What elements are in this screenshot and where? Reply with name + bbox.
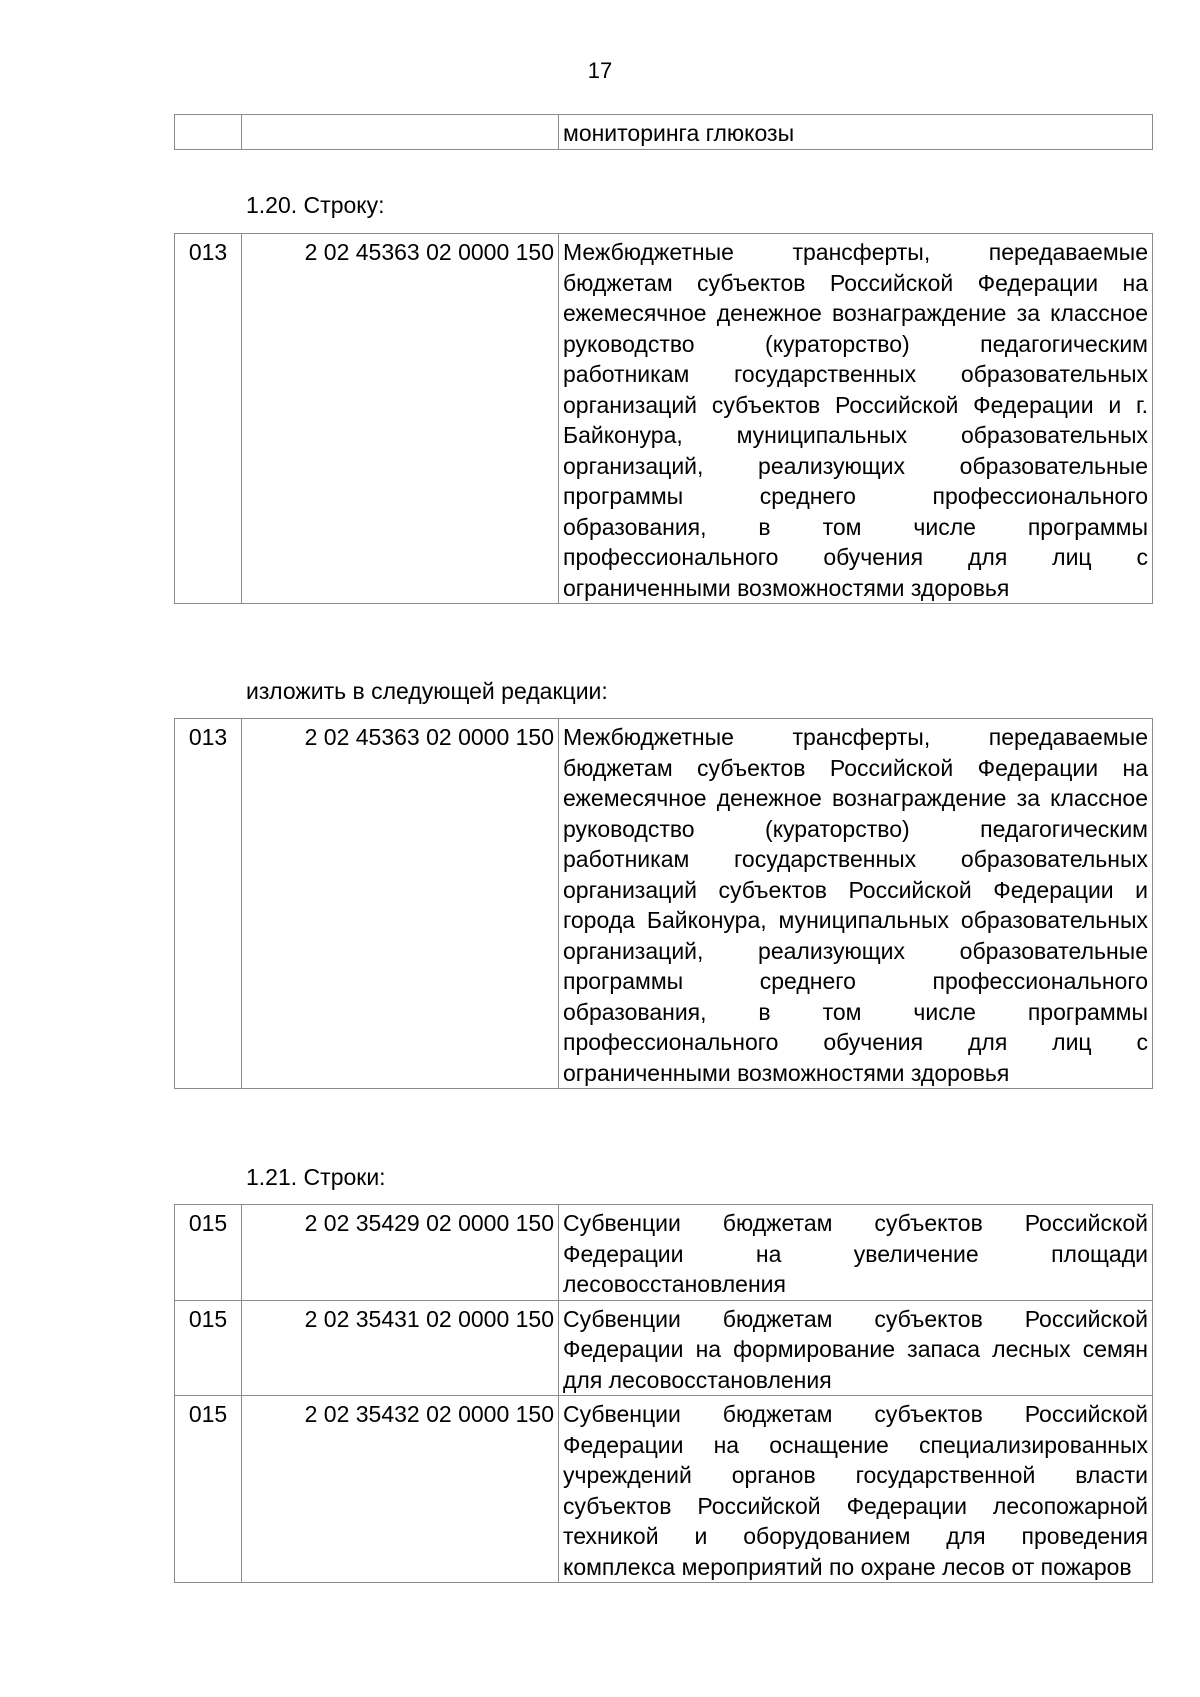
table-row	[175, 1396, 1153, 1583]
admin-code-cell: 015	[175, 1396, 242, 1583]
revision-intro: изложить в следующей редакции:	[246, 678, 608, 704]
budget-code-cell	[242, 115, 559, 150]
budget-code-cell: 2 02 45363 02 0000 150	[242, 234, 559, 604]
page-number: 17	[587, 58, 613, 83]
section-heading-1-20: 1.20. Строку:	[246, 192, 385, 218]
table-row	[175, 1205, 1153, 1301]
name-cell: мониторинга глюкозы	[559, 115, 1153, 150]
name-cell: Межбюджетные трансферты, передаваемые бюджетам субъектов Российской Федерации на ежемесячное денежное вознаграждение за классное руководство (кураторство) педагогическим работникам государственных образовательных организаций субъектов Российской Федерации и г. Байконура, муниципальных образовательных организаций, реализующих образовательные программы среднего профессионального образования, в том числе программы профессионального обучения для лиц с ограниченными возможностями здоровья	[559, 234, 1153, 604]
new-row-table	[174, 718, 1153, 1089]
table-row	[175, 719, 1153, 1089]
old-row-table	[174, 233, 1153, 604]
admin-code-cell: 013	[175, 719, 242, 1089]
budget-code-cell: 2 02 35432 02 0000 150	[242, 1396, 559, 1583]
table-row	[175, 115, 1153, 150]
table-row	[175, 1300, 1153, 1396]
name-cell: Субвенции бюджетам субъектов Российской Федерации на увеличение площади лесовосстановления	[559, 1205, 1153, 1301]
admin-code-cell: 015	[175, 1300, 242, 1396]
rows-table-1-21	[174, 1204, 1153, 1583]
admin-code-cell	[175, 115, 242, 150]
budget-code-cell: 2 02 35431 02 0000 150	[242, 1300, 559, 1396]
admin-code-cell: 013	[175, 234, 242, 604]
section-heading-1-21: 1.21. Строки:	[246, 1164, 386, 1190]
admin-code-cell: 015	[175, 1205, 242, 1301]
name-cell: Субвенции бюджетам субъектов Российской Федерации на формирование запаса лесных семян для лесовосстановления	[559, 1300, 1153, 1396]
table-row	[175, 234, 1153, 604]
budget-code-cell: 2 02 35429 02 0000 150	[242, 1205, 559, 1301]
continuation-table	[174, 114, 1153, 150]
budget-code-cell: 2 02 45363 02 0000 150	[242, 719, 559, 1089]
name-cell: Субвенции бюджетам субъектов Российской Федерации на оснащение специализированных учреждений органов государственной власти субъектов Российской Федерации лесопожарной техникой и оборудованием для проведения комплекса мероприятий по охране лесов от пожаров	[559, 1396, 1153, 1583]
name-cell: Межбюджетные трансферты, передаваемые бюджетам субъектов Российской Федерации на ежемесячное денежное вознаграждение за классное руководство (кураторство) педагогическим работникам государственных образовательных организаций субъектов Российской Федерации и города Байконура, муниципальных образовательных организаций, реализующих образовательные программы среднего профессионального образования, в том числе программы профессионального обучения для лиц с ограниченными возможностями здоровья	[559, 719, 1153, 1089]
